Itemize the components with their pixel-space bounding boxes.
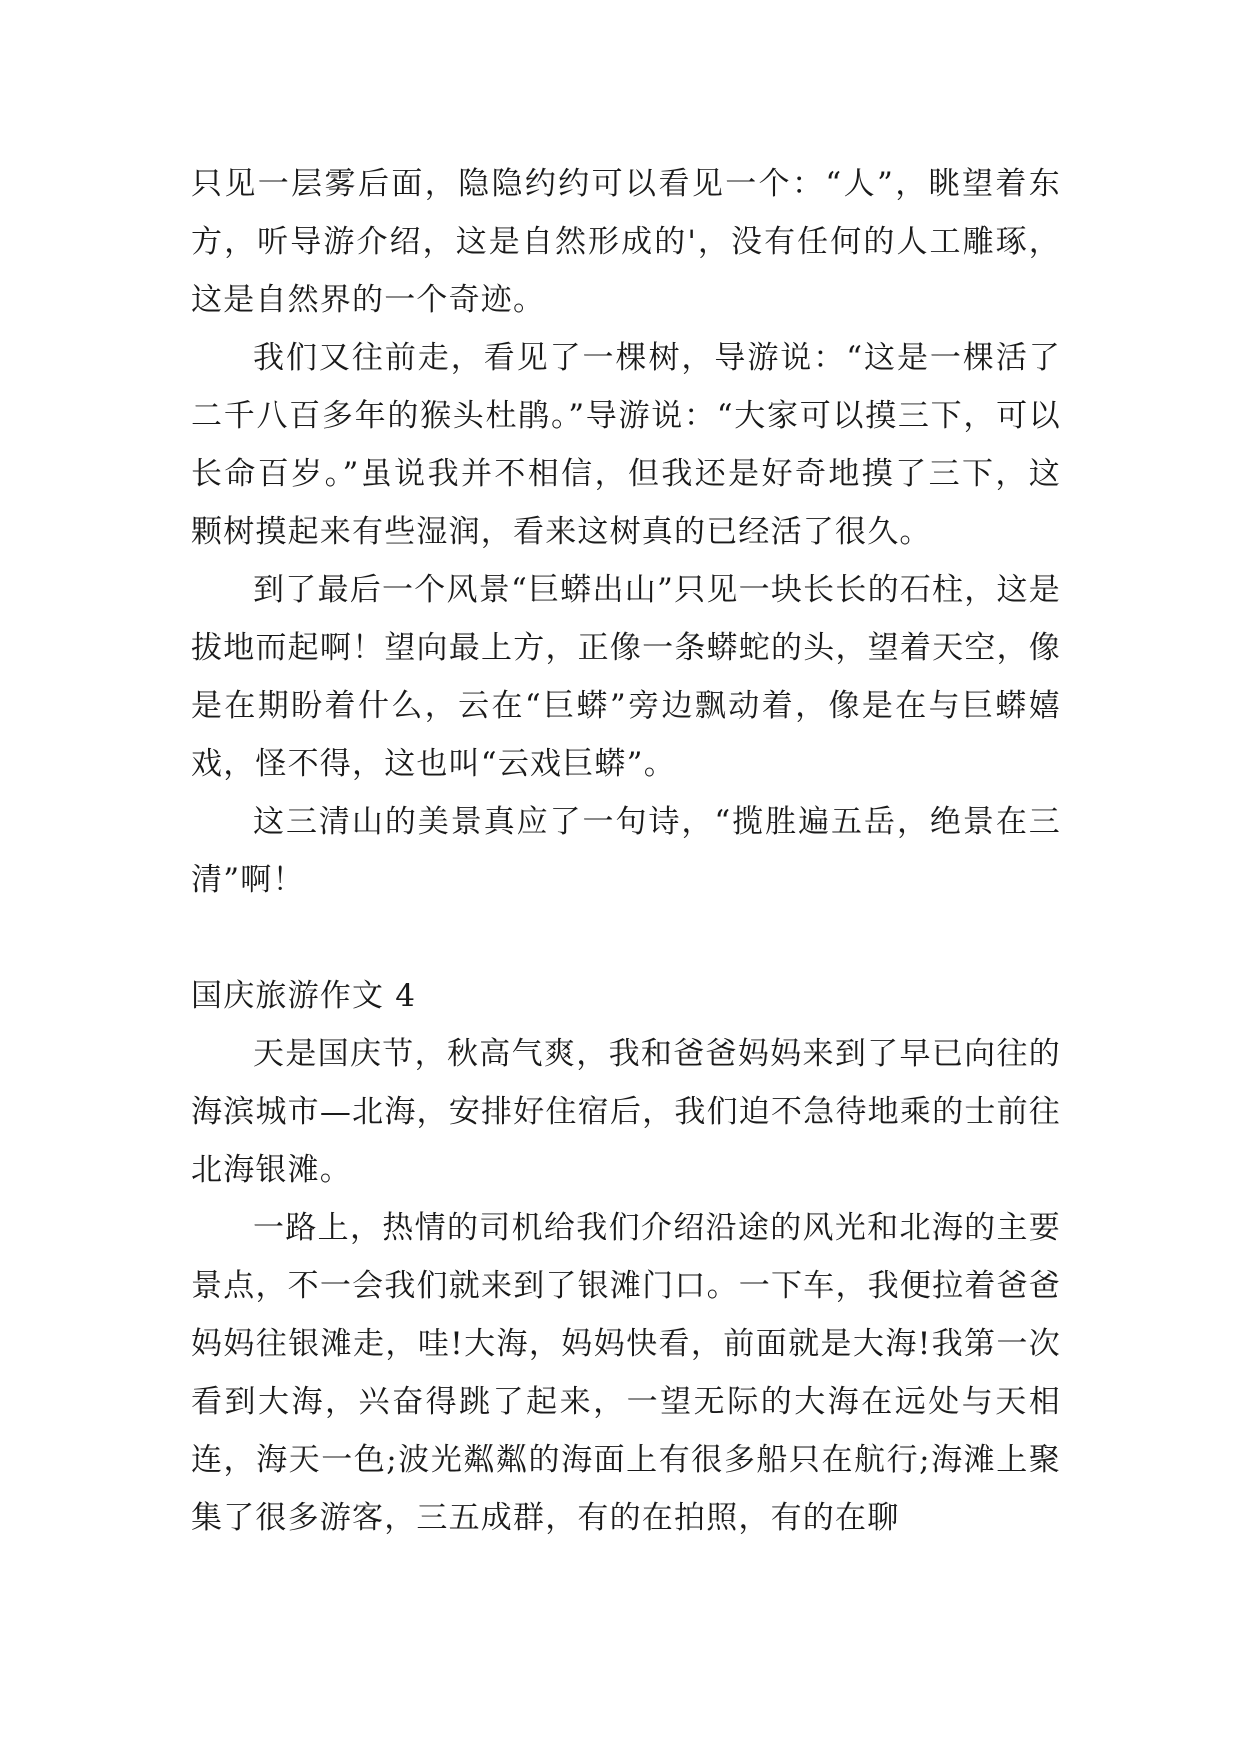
section-spacer — [191, 909, 1061, 967]
section-heading: 国庆旅游作文 4 — [191, 978, 417, 1014]
paragraph-silver-beach: 一路上，热情的司机给我们介绍沿途的风光和北海的主要景点，不一会我们就来到了银滩门口。一下车，我便拉着爸爸妈妈往银滩走，哇!大海，妈妈快看，前面就是大海!我第一次看到大海，兴奋得跳了起来，一望无际的大海在远处与天相连，海天一色;波光粼粼的海面上有很多船只在航行;海滩上聚集了很多游客，三五成群，有的在拍照，有的在聊 — [191, 1210, 1061, 1536]
paragraph-sanqing-poem: 这三清山的美景真应了一句诗，“揽胜遍五岳，绝景在三清”啊！ — [191, 804, 1061, 898]
paragraph-fog-figure: 只见一层雾后面，隐隐约约可以看见一个：“人”，眺望着东方，听导游介绍，这是自然形成的'，没有任何的人工雕琢，这是自然界的一个奇迹。 — [191, 166, 1061, 318]
paragraph-rhododendron-tree: 我们又往前走，看见了一棵树，导游说：“这是一棵活了二千八百多年的猴头杜鹃。”导游说：“大家可以摸三下，可以长命百岁。”虽说我并不相信，但我还是好奇地摸了三下，这颗树摸起来有些湿润，看来这树真的已经活了很久。 — [191, 340, 1061, 550]
document-body — [191, 155, 1061, 1547]
paragraph-national-day-beihai: 天是国庆节，秋高气爽，我和爸爸妈妈来到了早已向往的海滨城市—北海，安排好住宿后，我们迫不急待地乘的士前往北海银滩。 — [191, 1036, 1061, 1188]
paragraph-python-rock: 到了最后一个风景“巨蟒出山”只见一块长长的石柱，这是拔地而起啊！望向最上方，正像一条蟒蛇的头，望着天空，像是在期盼着什么，云在“巨蟒”旁边飘动着，像是在与巨蟒嬉戏，怪不得，这也叫“云戏巨蟒”。 — [191, 572, 1061, 782]
